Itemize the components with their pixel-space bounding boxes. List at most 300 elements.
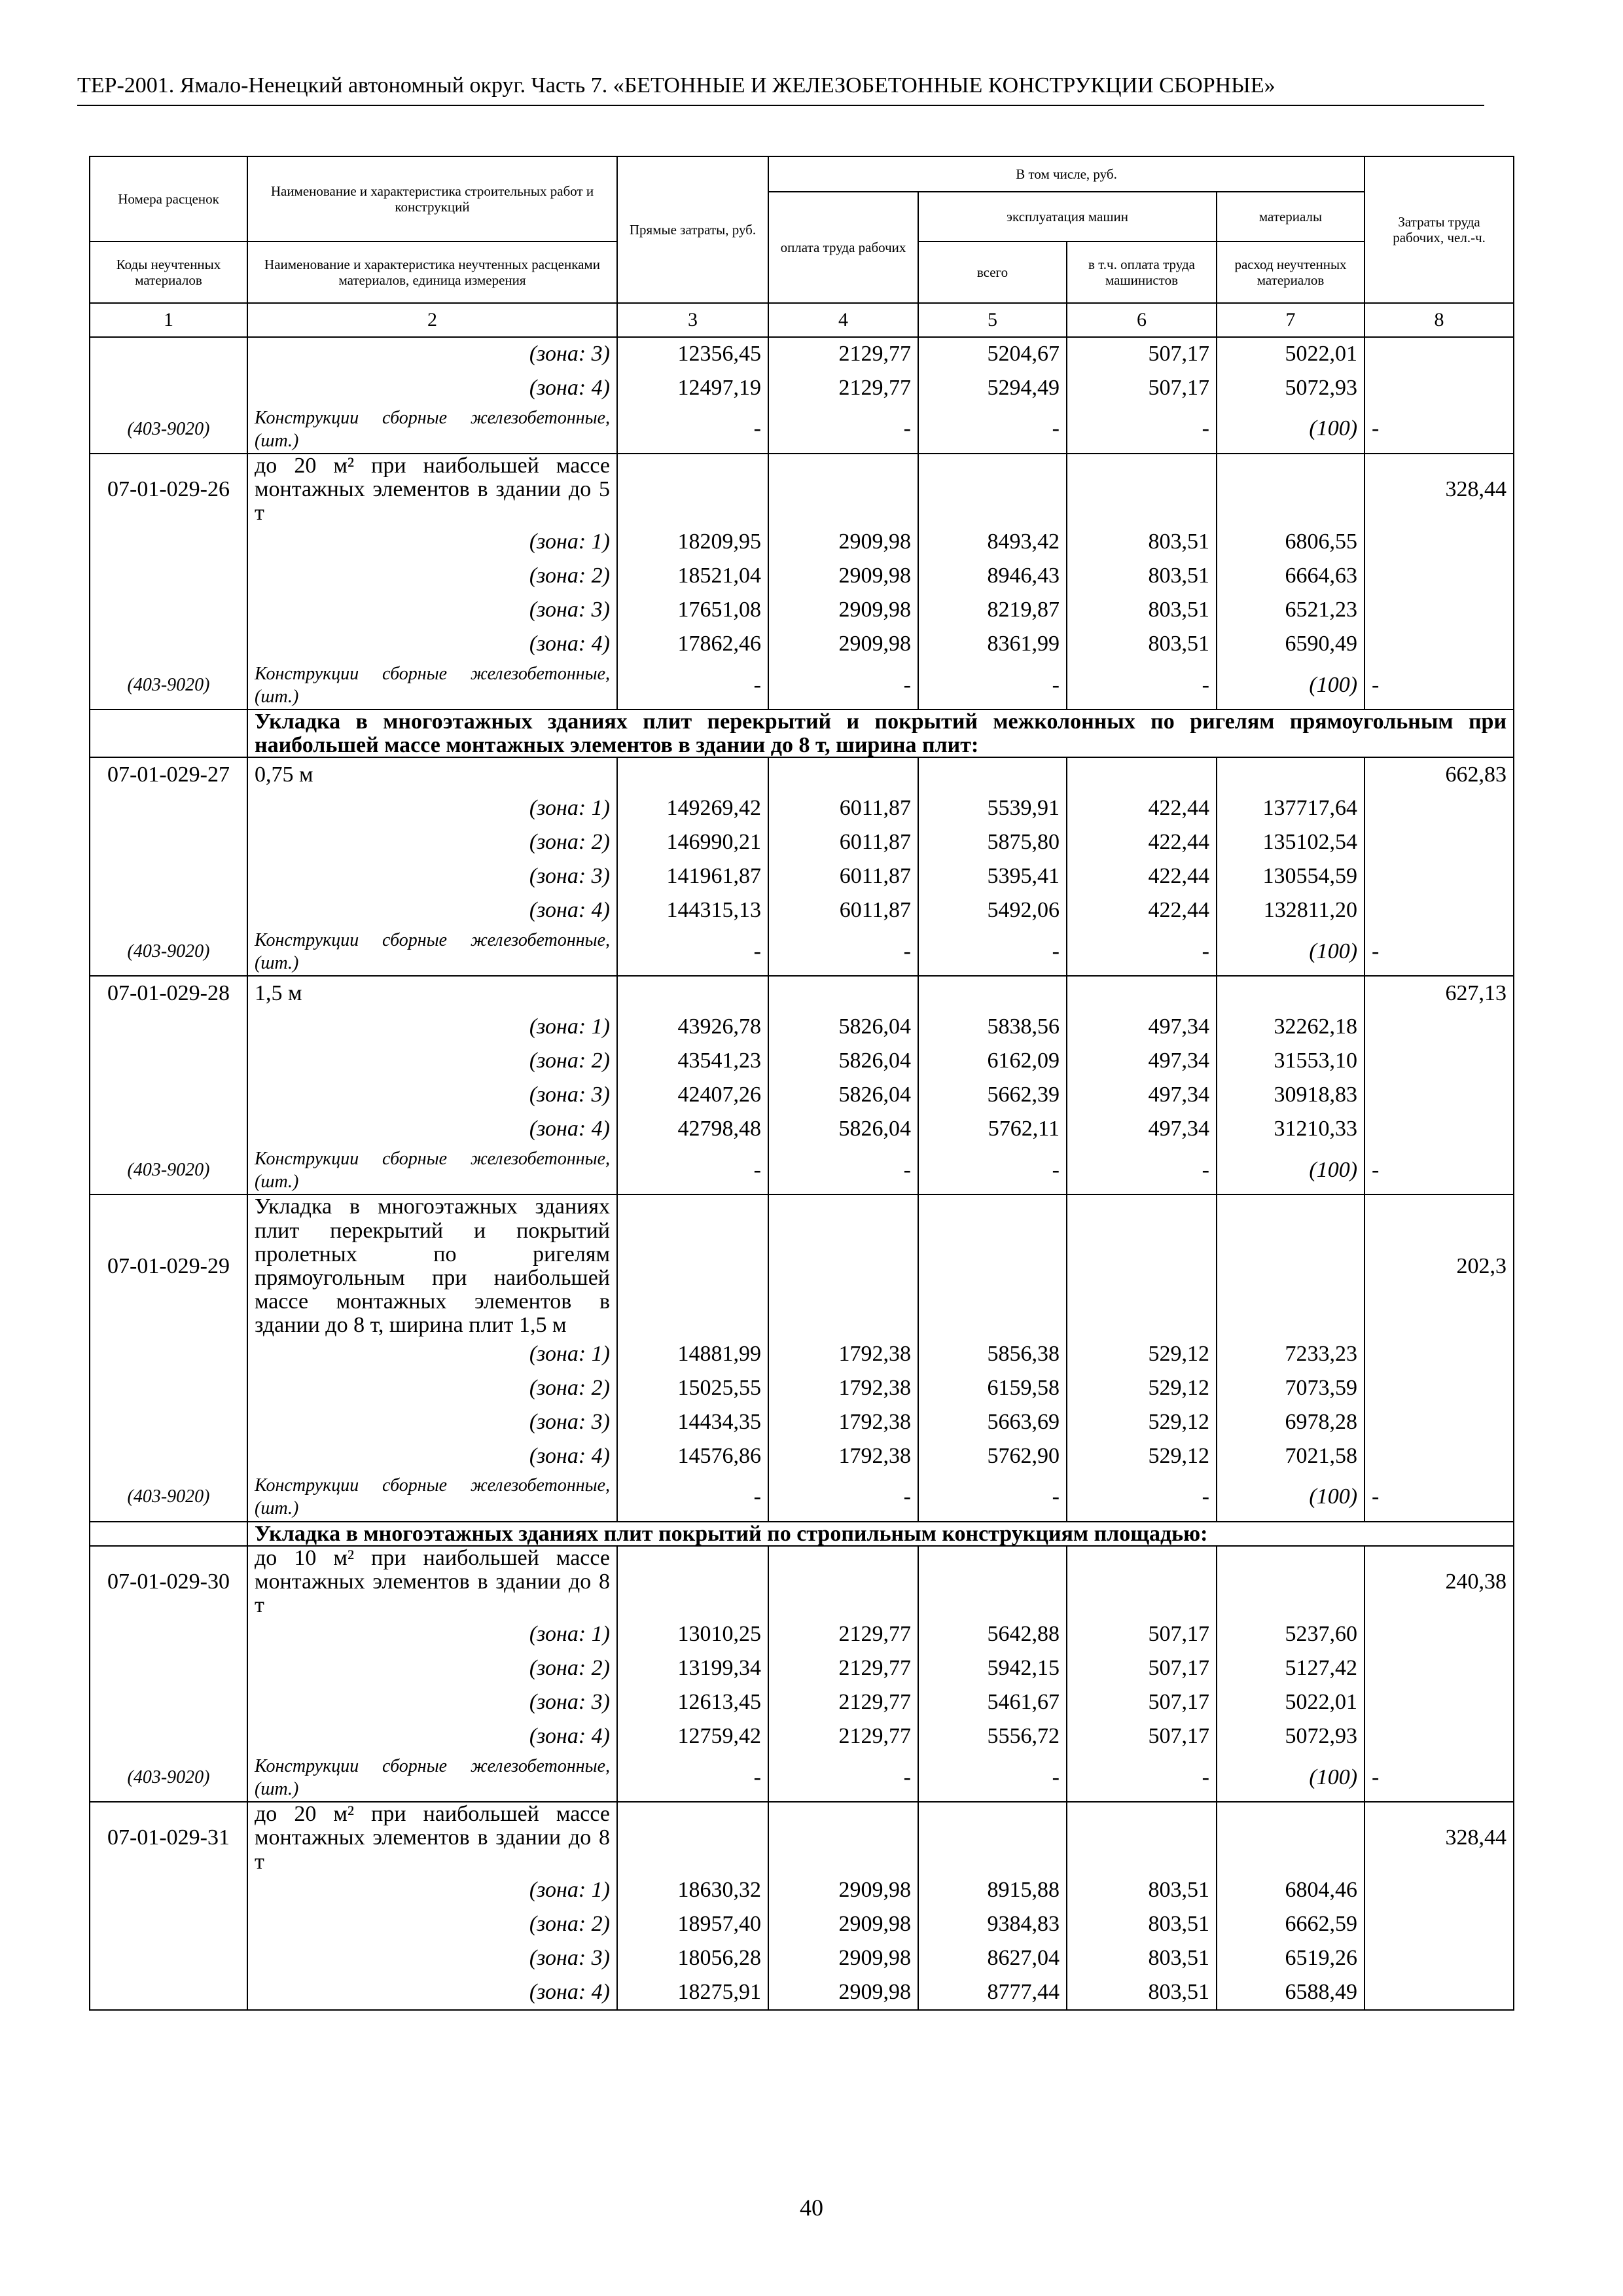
value-cell: 17651,08 [617, 593, 768, 627]
rate-code: 07-01-029-26 [90, 454, 247, 525]
blank-cell [1217, 1802, 1364, 1873]
blank-cell [90, 1044, 247, 1078]
column-number: 4 [768, 303, 918, 337]
value-cell: 5022,01 [1217, 1685, 1364, 1719]
dash-cell: - [617, 1753, 768, 1802]
value-cell: 7233,23 [1217, 1337, 1364, 1371]
page-header: ТЕР-2001. Ямало-Ненецкий автономный округ. Часть 7. «БЕТОННЫЕ И ЖЕЛЕЗОБЕТОННЫЕ КОНСТРУКЦИИ СБОРНЫЕ» [77, 73, 1275, 98]
blank-cell [1364, 1976, 1514, 2010]
blank-cell [918, 976, 1067, 1010]
blank-cell [1364, 371, 1514, 405]
value-cell: 2909,98 [768, 1976, 918, 2010]
value-cell: 31553,10 [1217, 1044, 1364, 1078]
value-cell: 6806,55 [1217, 525, 1364, 559]
value-cell: 14576,86 [617, 1439, 768, 1473]
dash-cell: - [768, 927, 918, 976]
value-cell: 141961,87 [617, 859, 768, 893]
blank-cell [90, 709, 247, 757]
zone-label: (зона: 1) [247, 1337, 617, 1371]
column-number: 2 [247, 303, 617, 337]
value-cell: 2129,77 [768, 337, 918, 371]
material-name: Конструкции сборные железобетонные, (шт.) [247, 405, 617, 454]
value-cell: 5762,90 [918, 1439, 1067, 1473]
zone-row [90, 859, 1514, 893]
value-cell: 135102,54 [1217, 825, 1364, 859]
value-cell: 132811,20 [1217, 893, 1364, 927]
rate-row [90, 454, 1514, 525]
column-number: 7 [1217, 303, 1364, 337]
value-cell: 5856,38 [918, 1337, 1067, 1371]
value-cell: 497,34 [1067, 1010, 1217, 1044]
value-cell: 144315,13 [617, 893, 768, 927]
zone-row [90, 825, 1514, 859]
material-qty: (100) [1217, 927, 1364, 976]
zone-label: (зона: 4) [247, 1439, 617, 1473]
blank-cell [90, 859, 247, 893]
blank-cell [1364, 627, 1514, 661]
value-cell: 803,51 [1067, 525, 1217, 559]
material-row [90, 1753, 1514, 1802]
value-cell: 2909,98 [768, 1942, 918, 1976]
blank-cell [1364, 337, 1514, 371]
blank-cell [1364, 593, 1514, 627]
value-cell: 6011,87 [768, 893, 918, 927]
dash-cell: - [1067, 661, 1217, 709]
rate-code: 07-01-029-29 [90, 1194, 247, 1336]
value-cell: 1792,38 [768, 1371, 918, 1405]
blank-cell [90, 1942, 247, 1976]
rate-code: 07-01-029-30 [90, 1546, 247, 1617]
blank-cell [768, 1802, 918, 1873]
blank-cell [90, 1112, 247, 1146]
zone-label: (зона: 4) [247, 1112, 617, 1146]
value-cell: 18957,40 [617, 1908, 768, 1942]
blank-cell [617, 1802, 768, 1873]
blank-cell [1364, 1371, 1514, 1405]
blank-cell [918, 757, 1067, 791]
material-name: Конструкции сборные железобетонные, (шт.) [247, 1473, 617, 1522]
value-cell: 8493,42 [918, 525, 1067, 559]
value-cell: 6519,26 [1217, 1942, 1364, 1976]
value-cell: 422,44 [1067, 791, 1217, 825]
rate-row [90, 976, 1514, 1010]
zone-row [90, 1078, 1514, 1112]
zone-label: (зона: 3) [247, 1078, 617, 1112]
value-cell: 2129,77 [768, 1651, 918, 1685]
value-cell: 1792,38 [768, 1337, 918, 1371]
value-cell: 529,12 [1067, 1405, 1217, 1439]
dash-cell: - [1364, 661, 1514, 709]
blank-cell [768, 454, 918, 525]
value-cell: 5072,93 [1217, 371, 1364, 405]
zone-row [90, 1942, 1514, 1976]
work-description: до 10 м² при наибольшей массе монтажных элементов в здании до 8 т [247, 1546, 617, 1617]
dash-cell: - [1364, 405, 1514, 454]
dash-cell: - [768, 1753, 918, 1802]
blank-cell [1364, 1651, 1514, 1685]
blank-cell [1364, 1078, 1514, 1112]
value-cell: 507,17 [1067, 1685, 1217, 1719]
material-qty: (100) [1217, 1146, 1364, 1194]
zone-label: (зона: 3) [247, 859, 617, 893]
blank-cell [90, 1651, 247, 1685]
zone-label: (зона: 3) [247, 593, 617, 627]
value-cell: 803,51 [1067, 593, 1217, 627]
blank-cell [617, 454, 768, 525]
value-cell: 146990,21 [617, 825, 768, 859]
value-cell: 13199,34 [617, 1651, 768, 1685]
zone-row [90, 1405, 1514, 1439]
zone-row [90, 337, 1514, 371]
zone-label: (зона: 1) [247, 525, 617, 559]
blank-cell [1067, 757, 1217, 791]
value-cell: 803,51 [1067, 1908, 1217, 1942]
zone-row [90, 1112, 1514, 1146]
value-cell: 5556,72 [918, 1719, 1067, 1753]
work-description: 0,75 м [247, 757, 617, 791]
value-cell: 6011,87 [768, 859, 918, 893]
value-cell: 507,17 [1067, 337, 1217, 371]
dash-cell: - [918, 927, 1067, 976]
zone-label: (зона: 4) [247, 1976, 617, 2010]
zone-row [90, 1337, 1514, 1371]
value-cell: 2129,77 [768, 1719, 918, 1753]
value-cell: 32262,18 [1217, 1010, 1364, 1044]
value-cell: 5826,04 [768, 1010, 918, 1044]
dash-cell: - [1067, 1146, 1217, 1194]
including-header: В том числе, руб. [768, 156, 1364, 192]
value-cell: 8627,04 [918, 1942, 1067, 1976]
zone-label: (зона: 4) [247, 371, 617, 405]
zone-label: (зона: 1) [247, 1010, 617, 1044]
value-cell: 8219,87 [918, 593, 1067, 627]
column-number: 5 [918, 303, 1067, 337]
zone-label: (зона: 4) [247, 1719, 617, 1753]
rates-table [89, 156, 1514, 2011]
blank-cell [1364, 1908, 1514, 1942]
blank-cell [1364, 1010, 1514, 1044]
blank-cell [90, 1685, 247, 1719]
value-cell: 6590,49 [1217, 627, 1364, 661]
blank-cell [1217, 976, 1364, 1010]
machines-header: эксплуатация машин [918, 192, 1217, 242]
material-row [90, 661, 1514, 709]
column-number-row [90, 303, 1514, 337]
blank-cell [1364, 1439, 1514, 1473]
table-header [90, 156, 1514, 337]
value-cell: 12759,42 [617, 1719, 768, 1753]
blank-cell [90, 893, 247, 927]
work-description: до 20 м² при наибольшей массе монтажных элементов в здании до 5 т [247, 454, 617, 525]
blank-cell [918, 1802, 1067, 1873]
material-row [90, 405, 1514, 454]
value-cell: 6664,63 [1217, 559, 1364, 593]
dash-cell: - [1067, 1753, 1217, 1802]
value-cell: 6011,87 [768, 825, 918, 859]
dash-cell: - [1067, 927, 1217, 976]
value-cell: 12356,45 [617, 337, 768, 371]
blank-cell [1217, 454, 1364, 525]
value-cell: 6804,46 [1217, 1874, 1364, 1908]
blank-cell [1364, 791, 1514, 825]
material-name: Конструкции сборные железобетонные, (шт.) [247, 661, 617, 709]
value-cell: 422,44 [1067, 893, 1217, 927]
material-name: Конструкции сборные железобетонные, (шт.) [247, 927, 617, 976]
blank-cell [1364, 859, 1514, 893]
dash-cell: - [918, 1473, 1067, 1522]
value-cell: 5461,67 [918, 1685, 1067, 1719]
dash-cell: - [1364, 1146, 1514, 1194]
value-cell: 15025,55 [617, 1371, 768, 1405]
blank-cell [90, 825, 247, 859]
rate-code: 07-01-029-27 [90, 757, 247, 791]
zone-row [90, 1439, 1514, 1473]
dash-cell: - [617, 1146, 768, 1194]
dash-cell: - [1067, 405, 1217, 454]
dash-cell: - [617, 661, 768, 709]
blank-cell [90, 337, 247, 371]
zone-label: (зона: 2) [247, 1371, 617, 1405]
blank-cell [617, 1194, 768, 1336]
zone-row [90, 559, 1514, 593]
zone-label: (зона: 2) [247, 1908, 617, 1942]
labor-value: 328,44 [1364, 1802, 1514, 1873]
value-cell: 18056,28 [617, 1942, 768, 1976]
value-cell: 5539,91 [918, 791, 1067, 825]
zone-label: (зона: 2) [247, 1044, 617, 1078]
column-number: 6 [1067, 303, 1217, 337]
blank-cell [1217, 1546, 1364, 1617]
dash-cell: - [768, 1146, 918, 1194]
value-cell: 42407,26 [617, 1078, 768, 1112]
value-cell: 5072,93 [1217, 1719, 1364, 1753]
col1-bottom-header: Коды неучтенных материалов [90, 242, 247, 303]
zone-label: (зона: 1) [247, 1617, 617, 1651]
material-qty: (100) [1217, 661, 1364, 709]
material-code: (403-9020) [90, 661, 247, 709]
value-cell: 5204,67 [918, 337, 1067, 371]
value-cell: 12497,19 [617, 371, 768, 405]
zone-row [90, 1617, 1514, 1651]
blank-cell [918, 454, 1067, 525]
blank-cell [617, 976, 768, 1010]
blank-cell [90, 1371, 247, 1405]
blank-cell [90, 1337, 247, 1371]
value-cell: 31210,33 [1217, 1112, 1364, 1146]
value-cell: 2129,77 [768, 371, 918, 405]
blank-cell [1217, 1194, 1364, 1336]
value-cell: 17862,46 [617, 627, 768, 661]
value-cell: 7073,59 [1217, 1371, 1364, 1405]
blank-cell [1067, 976, 1217, 1010]
zone-row [90, 371, 1514, 405]
labor-value: 328,44 [1364, 454, 1514, 525]
worker-pay-header: оплата труда рабочих [768, 192, 918, 303]
value-cell: 5237,60 [1217, 1617, 1364, 1651]
value-cell: 8361,99 [918, 627, 1067, 661]
blank-cell [90, 593, 247, 627]
value-cell: 6978,28 [1217, 1405, 1364, 1439]
column-number: 8 [1364, 303, 1514, 337]
value-cell: 803,51 [1067, 1942, 1217, 1976]
value-cell: 529,12 [1067, 1337, 1217, 1371]
dash-cell: - [918, 1146, 1067, 1194]
value-cell: 5022,01 [1217, 337, 1364, 371]
blank-cell [90, 371, 247, 405]
value-cell: 9384,83 [918, 1908, 1067, 1942]
value-cell: 5662,39 [918, 1078, 1067, 1112]
machinist-pay-header: в т.ч. оплата труда машинистов [1067, 242, 1217, 303]
blank-cell [90, 1522, 247, 1547]
blank-cell [90, 791, 247, 825]
value-cell: 43541,23 [617, 1044, 768, 1078]
value-cell: 2909,98 [768, 559, 918, 593]
blank-cell [1067, 1546, 1217, 1617]
blank-cell [90, 1976, 247, 2010]
machines-total-header: всего [918, 242, 1067, 303]
blank-cell [617, 757, 768, 791]
blank-cell [1364, 1337, 1514, 1371]
blank-cell [768, 757, 918, 791]
material-code: (403-9020) [90, 405, 247, 454]
dash-cell: - [617, 1473, 768, 1522]
material-name: Конструкции сборные железобетонные, (шт.) [247, 1753, 617, 1802]
value-cell: 43926,78 [617, 1010, 768, 1044]
material-code: (403-9020) [90, 927, 247, 976]
rate-row [90, 1802, 1514, 1873]
blank-cell [1067, 1194, 1217, 1336]
blank-cell [918, 1546, 1067, 1617]
value-cell: 12613,45 [617, 1685, 768, 1719]
zone-row [90, 1908, 1514, 1942]
blank-cell [1067, 454, 1217, 525]
value-cell: 8777,44 [918, 1976, 1067, 2010]
value-cell: 130554,59 [1217, 859, 1364, 893]
zone-label: (зона: 1) [247, 791, 617, 825]
value-cell: 6162,09 [918, 1044, 1067, 1078]
zone-row [90, 1371, 1514, 1405]
blank-cell [1364, 1942, 1514, 1976]
value-cell: 803,51 [1067, 627, 1217, 661]
section-row [90, 709, 1514, 757]
value-cell: 5826,04 [768, 1078, 918, 1112]
rate-code: 07-01-029-31 [90, 1802, 247, 1873]
blank-cell [1364, 1874, 1514, 1908]
value-cell: 5663,69 [918, 1405, 1067, 1439]
value-cell: 507,17 [1067, 1719, 1217, 1753]
zone-label: (зона: 3) [247, 1685, 617, 1719]
zone-row [90, 1010, 1514, 1044]
value-cell: 1792,38 [768, 1405, 918, 1439]
rate-row [90, 1194, 1514, 1336]
value-cell: 149269,42 [617, 791, 768, 825]
blank-cell [90, 1617, 247, 1651]
zone-row [90, 1874, 1514, 1908]
work-description: до 20 м² при наибольшей массе монтажных элементов в здании до 8 т [247, 1802, 617, 1873]
blank-cell [768, 976, 918, 1010]
table-body [90, 337, 1514, 2010]
zone-label: (зона: 3) [247, 1405, 617, 1439]
blank-cell [918, 1194, 1067, 1336]
labor-value: 662,83 [1364, 757, 1514, 791]
zone-row [90, 1719, 1514, 1753]
section-heading: Укладка в многоэтажных зданиях плит перекрытий и покрытий межколонных по ригелям прямоугольным при наибольшей массе монтажных элементов в здании до 8 т, ширина плит: [247, 709, 1514, 757]
zone-label: (зона: 2) [247, 825, 617, 859]
dash-cell: - [768, 1473, 918, 1522]
material-row [90, 1146, 1514, 1194]
value-cell: 5492,06 [918, 893, 1067, 927]
value-cell: 5875,80 [918, 825, 1067, 859]
material-name: Конструкции сборные железобетонные, (шт.) [247, 1146, 617, 1194]
zone-row [90, 1044, 1514, 1078]
zone-label: (зона: 1) [247, 1874, 617, 1908]
value-cell: 2909,98 [768, 1874, 918, 1908]
blank-cell [90, 1874, 247, 1908]
value-cell: 6521,23 [1217, 593, 1364, 627]
zone-label: (зона: 2) [247, 559, 617, 593]
value-cell: 6011,87 [768, 791, 918, 825]
value-cell: 5127,42 [1217, 1651, 1364, 1685]
labor-value: 202,3 [1364, 1194, 1514, 1336]
zone-row [90, 1976, 1514, 2010]
value-cell: 803,51 [1067, 1874, 1217, 1908]
col2-top-header: Наименование и характеристика строительных работ и конструкций [247, 156, 617, 242]
zone-row [90, 525, 1514, 559]
labor-costs-header: Затраты труда рабочих, чел.-ч. [1364, 156, 1514, 303]
value-cell: 13010,25 [617, 1617, 768, 1651]
blank-cell [90, 1719, 247, 1753]
rate-code: 07-01-029-28 [90, 976, 247, 1010]
value-cell: 6159,58 [918, 1371, 1067, 1405]
value-cell: 803,51 [1067, 559, 1217, 593]
value-cell: 507,17 [1067, 1651, 1217, 1685]
dash-cell: - [918, 405, 1067, 454]
value-cell: 507,17 [1067, 1617, 1217, 1651]
blank-cell [1364, 1112, 1514, 1146]
value-cell: 803,51 [1067, 1976, 1217, 2010]
value-cell: 5826,04 [768, 1112, 918, 1146]
material-row [90, 1473, 1514, 1522]
value-cell: 2909,98 [768, 1908, 918, 1942]
zone-row [90, 1685, 1514, 1719]
blank-cell [1217, 757, 1364, 791]
material-code: (403-9020) [90, 1753, 247, 1802]
value-cell: 18630,32 [617, 1874, 768, 1908]
dash-cell: - [1067, 1473, 1217, 1522]
value-cell: 18521,04 [617, 559, 768, 593]
value-cell: 5838,56 [918, 1010, 1067, 1044]
blank-cell [1364, 1617, 1514, 1651]
blank-cell [768, 1546, 918, 1617]
material-code: (403-9020) [90, 1146, 247, 1194]
blank-cell [1364, 1719, 1514, 1753]
value-cell: 6662,59 [1217, 1908, 1364, 1942]
zone-label: (зона: 4) [247, 627, 617, 661]
value-cell: 1792,38 [768, 1439, 918, 1473]
zone-row [90, 791, 1514, 825]
dash-cell: - [768, 405, 918, 454]
blank-cell [90, 1405, 247, 1439]
labor-value: 240,38 [1364, 1546, 1514, 1617]
dash-cell: - [1364, 1473, 1514, 1522]
dash-cell: - [1364, 927, 1514, 976]
section-row [90, 1522, 1514, 1547]
column-number: 1 [90, 303, 247, 337]
value-cell: 507,17 [1067, 371, 1217, 405]
material-qty: (100) [1217, 1473, 1364, 1522]
zone-row [90, 1651, 1514, 1685]
value-cell: 6588,49 [1217, 1976, 1364, 2010]
